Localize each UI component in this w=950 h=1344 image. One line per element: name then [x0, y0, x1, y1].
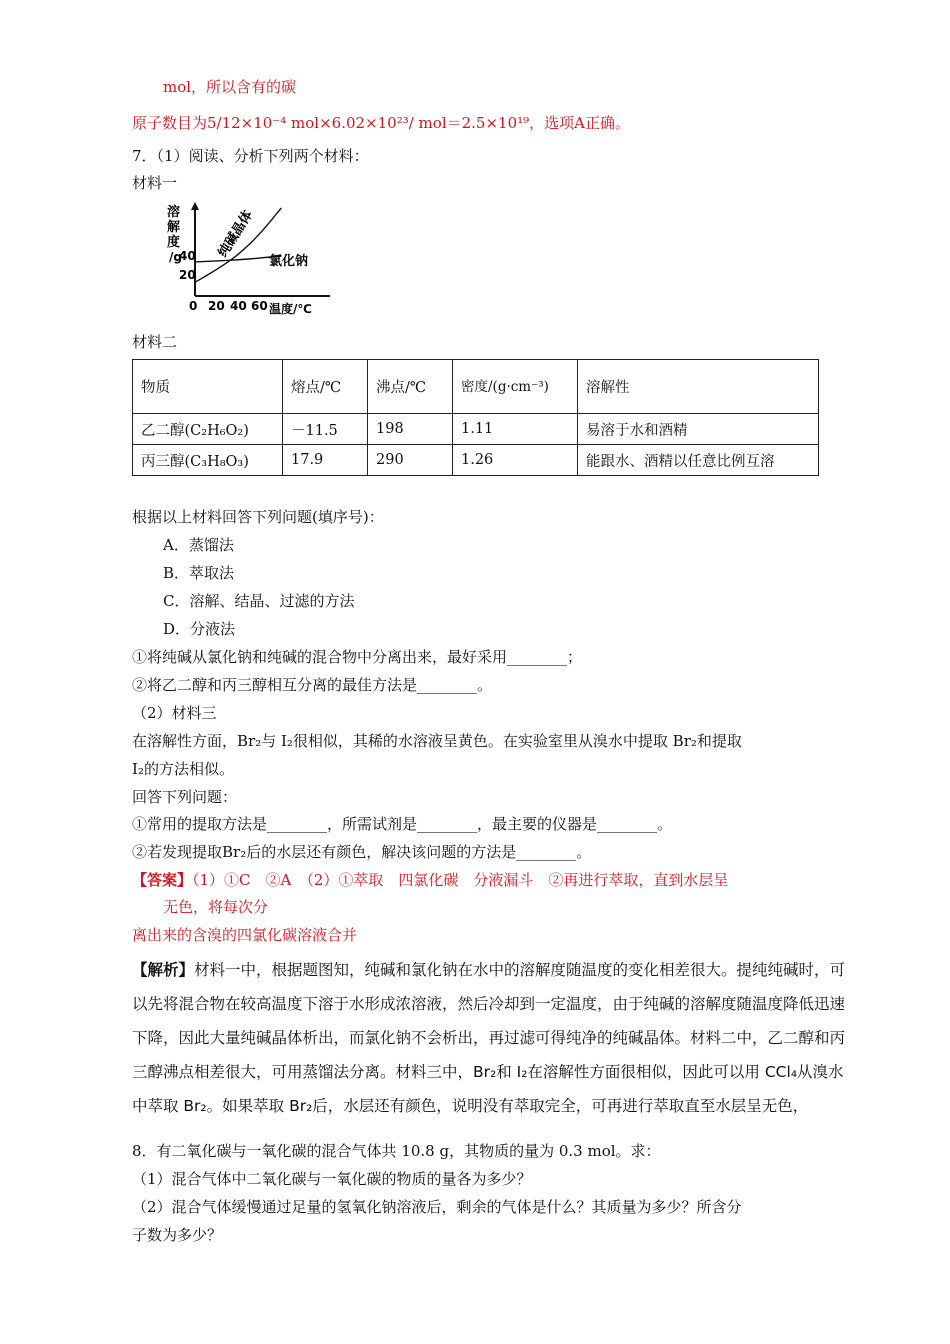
- cell-density: 1.11: [453, 414, 578, 445]
- analysis-tag: 【解析】: [132, 961, 195, 979]
- header-melting-point: 熔点/℃: [283, 360, 368, 414]
- material-3-line-2: I₂的方法相似。: [132, 760, 234, 778]
- cell-substance: 丙三醇(C₃H₈O₃): [133, 445, 283, 476]
- y-tick-20: 20: [179, 268, 196, 282]
- analysis-line-3: 下降，因此大量纯碱晶体析出，而氯化钠不会析出，再过滤可得纯净的纯碱晶体。材料二中，乙二醇和丙: [132, 1029, 846, 1047]
- question-8-sub-2-line-1: （2）混合气体缓慢通过足量的氢氧化钠溶液后，剩余的气体是什么？其质量为多少？所含分: [132, 1198, 742, 1216]
- sub-question-4: ②若发现提取Br₂后的水层还有颜色，解决该问题的方法是________。: [132, 843, 592, 861]
- cell-solubility: 能跟水、酒精以任意比例互溶: [578, 445, 819, 476]
- answer-text: （1）①C ②A （2）①萃取 四氯化碳 分液漏斗 ②再进行萃取，直到水层呈: [192, 871, 729, 889]
- table-row: [133, 445, 819, 476]
- solubility-chart: [155, 200, 345, 322]
- option-b: B．萃取法: [163, 564, 235, 582]
- question-8-sub-2-line-2: 子数为多少？: [132, 1226, 223, 1244]
- svg-text:/g: /g: [169, 250, 182, 264]
- analysis-line-5: 中萃取 Br₂。如果萃取 Br₂后，水层还有颜色，说明没有萃取完全，可再进行萃取直至水层呈无色，: [132, 1097, 809, 1115]
- part-2-label: （2）材料三: [132, 704, 217, 722]
- analysis-line-2: 以先将混合物在较高温度下溶于水形成浓溶液，然后冷却到一定温度，由于纯碱的溶解度随温度降低迅速: [132, 995, 846, 1013]
- cell-melting-point: －11.5: [283, 414, 368, 445]
- option-c: C．溶解、结晶、过滤的方法: [163, 592, 355, 610]
- header-density: 密度/(g·cm⁻³): [453, 360, 578, 414]
- answer-prompt: 回答下列问题：: [132, 788, 238, 806]
- prev-answer-line-1: mol，所以含有的碳: [163, 78, 297, 96]
- table-header-row: [133, 360, 819, 414]
- y-tick-40: 40: [179, 249, 196, 263]
- cell-melting-point: 17.9: [283, 445, 368, 476]
- answer-tag: 【答案】: [132, 871, 193, 889]
- sub-question-1: ①将纯碱从氯化钠和纯碱的混合物中分离出来，最好采用________；: [132, 648, 583, 666]
- header-solubility: 溶解性: [578, 360, 819, 414]
- x-tick-0: 0: [189, 299, 198, 313]
- sub-question-2: ②将乙二醇和丙三醇相互分离的最佳方法是________。: [132, 676, 493, 694]
- answer-line-1: [132, 869, 728, 891]
- cell-solubility: 易溶于水和酒精: [578, 414, 819, 445]
- properties-table: [132, 359, 819, 476]
- x-tick-40: 40: [230, 299, 247, 313]
- option-d: D．分液法: [163, 620, 236, 638]
- analysis-line-4: 三醇沸点相差很大，可用蒸馏法分离。材料三中，Br₂和 I₂在溶解性方面很相似，因此可以用 CCl₄从溴水: [132, 1063, 844, 1081]
- chart-ylabel: 溶: [167, 205, 181, 220]
- series-nacl-label: 氯化钠: [269, 254, 309, 269]
- series-soda-crystal-label: 纯碱晶体: [215, 208, 256, 261]
- question-7-stem: 7．（1）阅读、分析下列两个材料：: [132, 147, 369, 165]
- chart-xlabel: 温度/℃: [269, 302, 312, 316]
- svg-text:解: 解: [167, 220, 181, 235]
- answer-line-2: 无色，将每次分: [163, 898, 269, 916]
- question-7-instruction: 根据以上材料回答下列问题(填序号)：: [132, 508, 384, 526]
- cell-substance: 乙二醇(C₂H₆O₂): [133, 414, 283, 445]
- question-8-stem: 8．有二氧化碳与一氧化碳的混合气体共 10.8 g，其物质的量为 0.3 mol。求：: [132, 1142, 661, 1160]
- question-8-sub-1: （1）混合气体中二氧化碳与一氧化碳的物质的量各为多少？: [132, 1170, 532, 1188]
- material-1-label: 材料一: [132, 174, 178, 192]
- sub-question-3: ①常用的提取方法是________，所需试剂是________，最主要的仪器是________。: [132, 815, 673, 833]
- header-boiling-point: 沸点/℃: [368, 360, 453, 414]
- svg-text:度: 度: [167, 235, 181, 250]
- cell-boiling-point: 198: [368, 414, 453, 445]
- prev-answer-line-2: 原子数目为5/12×10⁻⁴ mol×6.02×10²³/ mol＝2.5×10¹⁹，选项A正确。: [132, 114, 630, 132]
- header-substance: 物质: [133, 360, 283, 414]
- answer-line-3: 离出来的含溴的四氯化碳溶液合并: [132, 926, 358, 944]
- cell-boiling-point: 290: [368, 445, 453, 476]
- option-a: A．蒸馏法: [163, 536, 234, 554]
- material-2-label: 材料二: [132, 333, 178, 351]
- cell-density: 1.26: [453, 445, 578, 476]
- x-tick-60: 60: [251, 299, 268, 313]
- table-row: [133, 414, 819, 445]
- material-3-line-1: 在溶解性方面，Br₂与 I₂很相似，其稀的水溶液呈黄色。在实验室里从溴水中提取 Br₂和提取: [132, 732, 742, 750]
- analysis-line-1: 【解析】材料一中，根据题图知，纯碱和氯化钠在水中的溶解度随温度的变化相差很大。提纯纯碱时，可: [132, 961, 846, 979]
- x-tick-20: 20: [208, 299, 225, 313]
